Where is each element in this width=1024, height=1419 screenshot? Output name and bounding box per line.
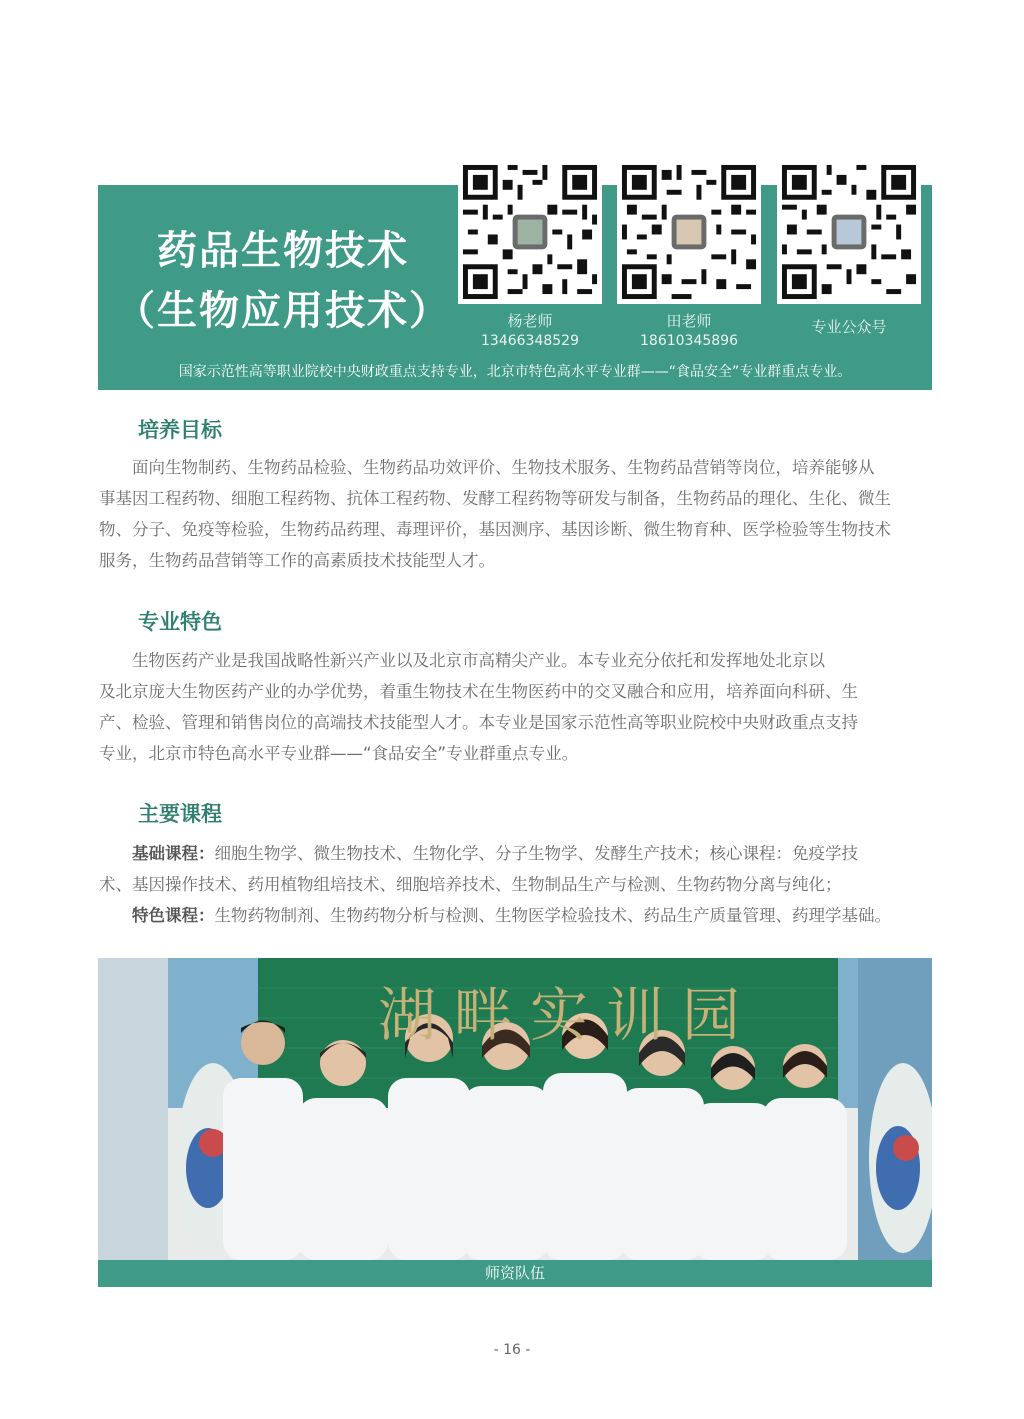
major-subtitle: （生物应用技术） <box>115 287 451 334</box>
header-banner <box>98 185 932 390</box>
contact-name: 专业公众号 <box>811 318 887 336</box>
section-body-goal <box>99 452 933 576</box>
faculty-photo <box>98 958 932 1260</box>
qr-code-teacher-yang[interactable] <box>458 160 602 304</box>
course-text-basic: 细胞生物学、微生物技术、生物化学、分子生物学、发酵生产技术；核心课程：免疫学技 <box>214 844 858 863</box>
qr-code-icon <box>617 160 761 304</box>
contact-phone: 18610345896 <box>640 333 738 349</box>
banner-subtitle: 国家示范性高等职业院校中央财政重点支持专业，北京市特色高水平专业群——“食品安全”专业群重点专业。 <box>178 364 852 380</box>
text-line: 物、分子、免疫等检验，生物药品药理、毒理评价，基因测序、基因诊断、微生物育种、医学检验等生物技术 <box>99 520 891 539</box>
contact-name: 杨老师 <box>507 312 553 330</box>
qr-code-official-account[interactable] <box>777 160 921 304</box>
section-title-courses: 主要课程 <box>138 801 222 826</box>
contact-yang <box>450 311 610 351</box>
section-body-feature <box>99 645 933 769</box>
photo-caption: 师资队伍 <box>98 1260 932 1287</box>
course-label-special: 特色课程： <box>132 906 215 925</box>
course-label-basic: 基础课程： <box>132 844 215 863</box>
text-line: 产、检验、管理和销售岗位的高端技术技能型人才。本专业是国家示范性高等职业院校中央财政重点支持 <box>99 713 858 732</box>
qr-code-icon <box>777 160 921 304</box>
text-line: 术、基因操作技术、药用植物组培技术、细胞培养技术、生物制品生产与检测、生物药物分离与纯化； <box>99 875 842 894</box>
text-line: 生物医药产业是我国战略性新兴产业以及北京市高精尖产业。本专业充分依托和发挥地处北京以 <box>132 651 825 670</box>
text-line: 专业，北京市特色高水平专业群——“食品安全”专业群重点专业。 <box>99 744 579 763</box>
section-body-courses <box>99 838 933 931</box>
qr-code-teacher-tian[interactable] <box>617 160 761 304</box>
sign-text: 湖畔实训园 <box>377 981 758 1049</box>
section-title-goal: 培养目标 <box>138 417 222 442</box>
text-line <box>99 838 933 869</box>
text-line: 及北京庞大生物医药产业的办学优势，着重生物技术在生物医药中的交叉融合和应用，培养面向科研、生 <box>99 682 858 701</box>
text-line: 面向生物制药、生物药品检验、生物药品功效评价、生物技术服务、生物药品营销等岗位，培养能够从 <box>132 458 875 477</box>
text-line: 事基因工程药物、细胞工程药物、抗体工程药物、发酵工程药物等研发与制备，生物药品的理化、生化、微生 <box>99 489 891 508</box>
contact-official-account <box>769 317 929 337</box>
qr-code-icon <box>458 160 602 304</box>
contact-phone: 13466348529 <box>481 333 579 349</box>
course-text-special: 生物药物制剂、生物药物分析与检测、生物医学检验技术、药品生产质量管理、药理学基础。 <box>214 906 891 925</box>
major-title: 药品生物技术 <box>157 227 409 274</box>
contact-name: 田老师 <box>666 312 712 330</box>
text-line <box>99 900 933 931</box>
contact-tian <box>609 311 769 351</box>
section-title-feature: 专业特色 <box>138 609 222 634</box>
page-number: - 16 - <box>493 1342 531 1358</box>
text-line: 服务，生物药品营销等工作的高素质技术技能型人才。 <box>99 551 495 570</box>
